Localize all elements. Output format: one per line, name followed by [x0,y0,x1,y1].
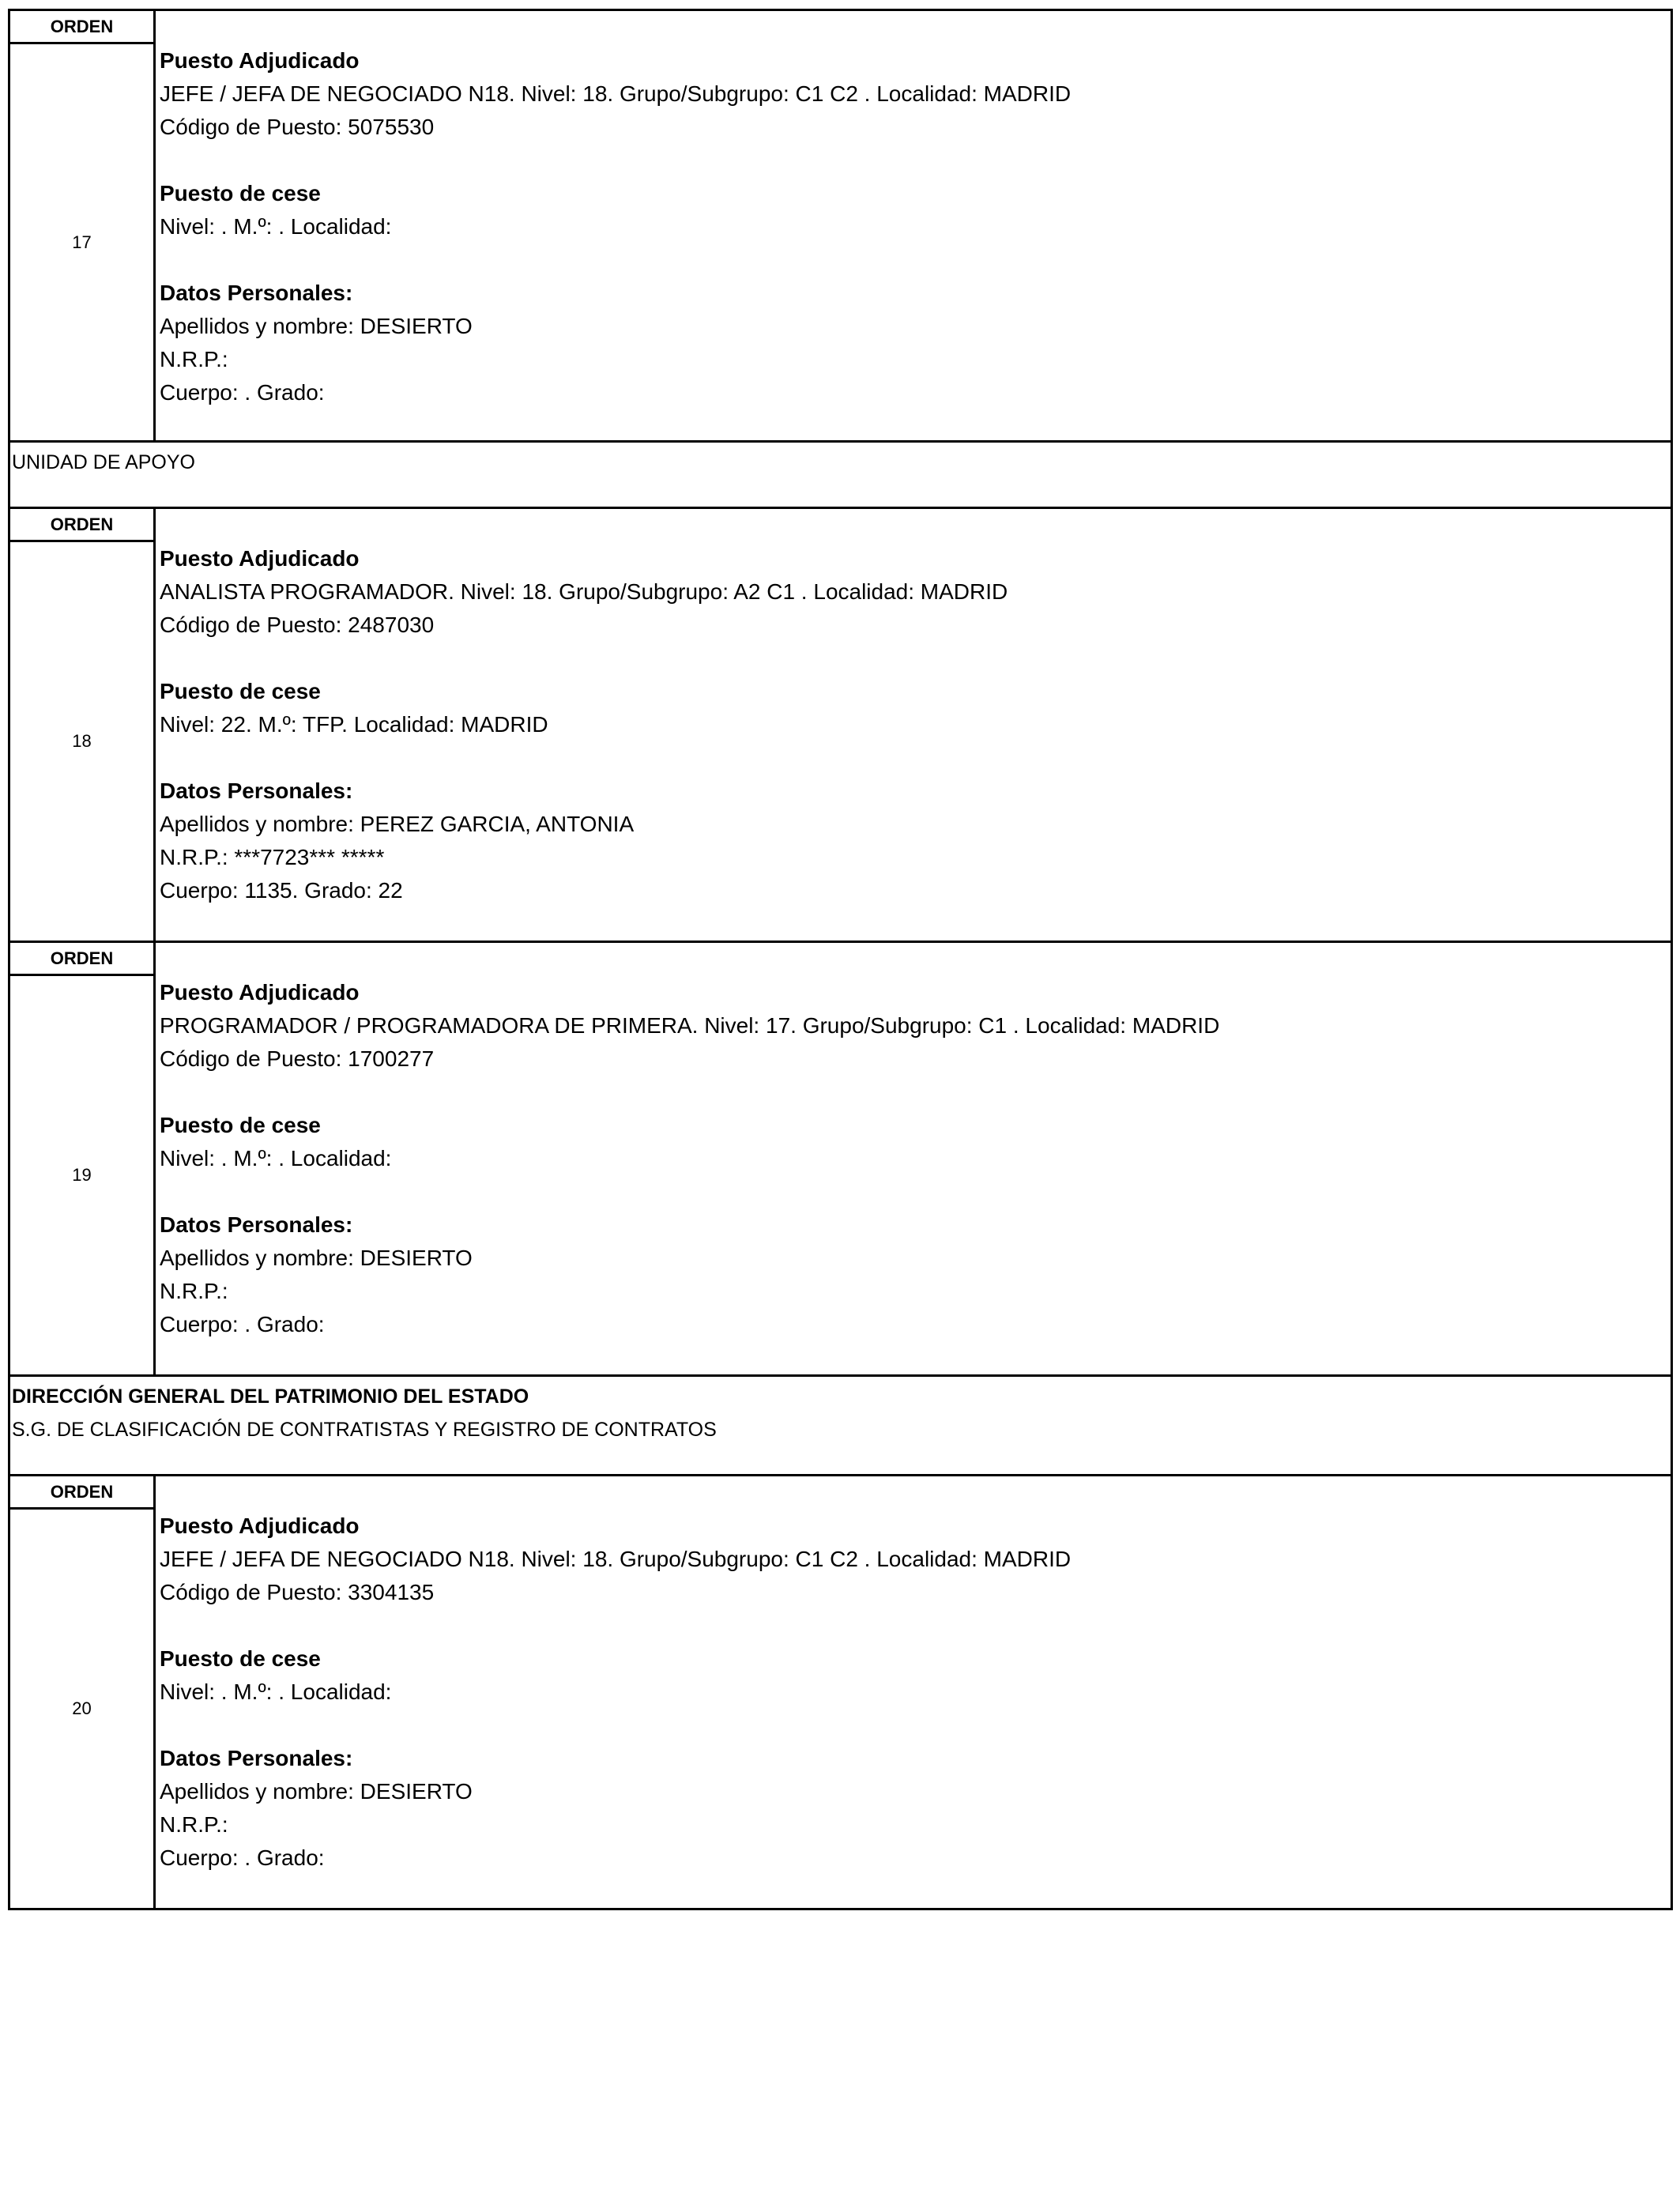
apellidos-nombre: Apellidos y nombre: DESIERTO [160,1779,473,1804]
cese-details: Nivel: . M.º: . Localidad: [160,1679,392,1704]
orden-header: ORDEN [10,1476,153,1510]
puesto-adjudicado-label: Puesto Adjudicado [160,546,360,571]
puesto-description: JEFE / JEFA DE NEGOCIADO N18. Nivel: 18. Grupo/Subgrupo: C1 C2 . Localidad: MADRID [160,81,1072,106]
orden-column [10,943,156,1374]
cuerpo-grado: Cuerpo: . Grado: [160,1312,325,1336]
apellidos-nombre: Apellidos y nombre: DESIERTO [160,1246,473,1270]
orden-header: ORDEN [10,509,153,542]
codigo-puesto: Código de Puesto: 3304135 [160,1580,435,1604]
puesto-cese-label: Puesto de cese [160,181,321,205]
codigo-puesto: Código de Puesto: 1700277 [160,1046,435,1071]
entry-row [10,11,1671,443]
unit-header [10,443,1671,509]
entry-content [156,11,1671,440]
orden-column [10,1476,156,1908]
apellidos-nombre: Apellidos y nombre: DESIERTO [160,314,473,338]
nrp: N.R.P.: ***7723*** ***** [160,845,385,869]
orden-number: 20 [72,1698,92,1718]
entry-block [8,509,1673,943]
orden-header: ORDEN [10,11,153,44]
cese-details: Nivel: . M.º: . Localidad: [160,214,392,239]
entry-content [156,943,1671,1374]
subdireccion-general: S.G. DE CLASIFICACIÓN DE CONTRATISTAS Y REGISTRO DE CONTRATOS [12,1419,717,1441]
nrp: N.R.P.: [160,347,228,371]
entry-content [156,509,1671,941]
nrp: N.R.P.: [160,1279,228,1303]
datos-personales-label: Datos Personales: [160,778,353,803]
puesto-cese-label: Puesto de cese [160,1113,321,1137]
datos-personales-label: Datos Personales: [160,281,353,305]
orden-number: 18 [72,731,92,751]
puesto-adjudicado-label: Puesto Adjudicado [160,980,360,1005]
unit-name: UNIDAD DE APOYO [12,451,195,473]
unit-header [10,1377,1671,1476]
entry-block [8,9,1673,509]
orden-column [10,11,156,440]
puesto-description: PROGRAMADOR / PROGRAMADORA DE PRIMERA. Nivel: 17. Grupo/Subgrupo: C1 . Localidad: MADRID [160,1013,1220,1038]
orden-column [10,509,156,941]
entry-block [8,1476,1673,1910]
puesto-cese-label: Puesto de cese [160,1646,321,1671]
cuerpo-grado: Cuerpo: 1135. Grado: 22 [160,878,403,903]
cese-details: Nivel: 22. M.º: TFP. Localidad: MADRID [160,712,548,737]
datos-personales-label: Datos Personales: [160,1212,353,1237]
entry-row [10,509,1671,943]
cuerpo-grado: Cuerpo: . Grado: [160,1845,325,1870]
codigo-puesto: Código de Puesto: 5075530 [160,115,435,139]
orden-number: 17 [72,232,92,252]
cuerpo-grado: Cuerpo: . Grado: [160,380,325,405]
orden-number: 19 [72,1165,92,1185]
entry-content [156,1476,1671,1908]
nrp: N.R.P.: [160,1812,228,1837]
cese-details: Nivel: . M.º: . Localidad: [160,1146,392,1171]
puesto-cese-label: Puesto de cese [160,679,321,703]
document [8,9,1673,1910]
entry-row [10,943,1671,1377]
puesto-adjudicado-label: Puesto Adjudicado [160,1514,360,1538]
puesto-description: ANALISTA PROGRAMADOR. Nivel: 18. Grupo/Subgrupo: A2 C1 . Localidad: MADRID [160,579,1008,604]
puesto-adjudicado-label: Puesto Adjudicado [160,48,360,73]
datos-personales-label: Datos Personales: [160,1746,353,1770]
direccion-general: DIRECCIÓN GENERAL DEL PATRIMONIO DEL ESTADO [12,1385,529,1408]
apellidos-nombre: Apellidos y nombre: PEREZ GARCIA, ANTONIA [160,812,635,836]
orden-header: ORDEN [10,943,153,976]
entry-row [10,1476,1671,1910]
entry-block [8,943,1673,1476]
codigo-puesto: Código de Puesto: 2487030 [160,613,435,637]
puesto-description: JEFE / JEFA DE NEGOCIADO N18. Nivel: 18. Grupo/Subgrupo: C1 C2 . Localidad: MADRID [160,1547,1072,1571]
